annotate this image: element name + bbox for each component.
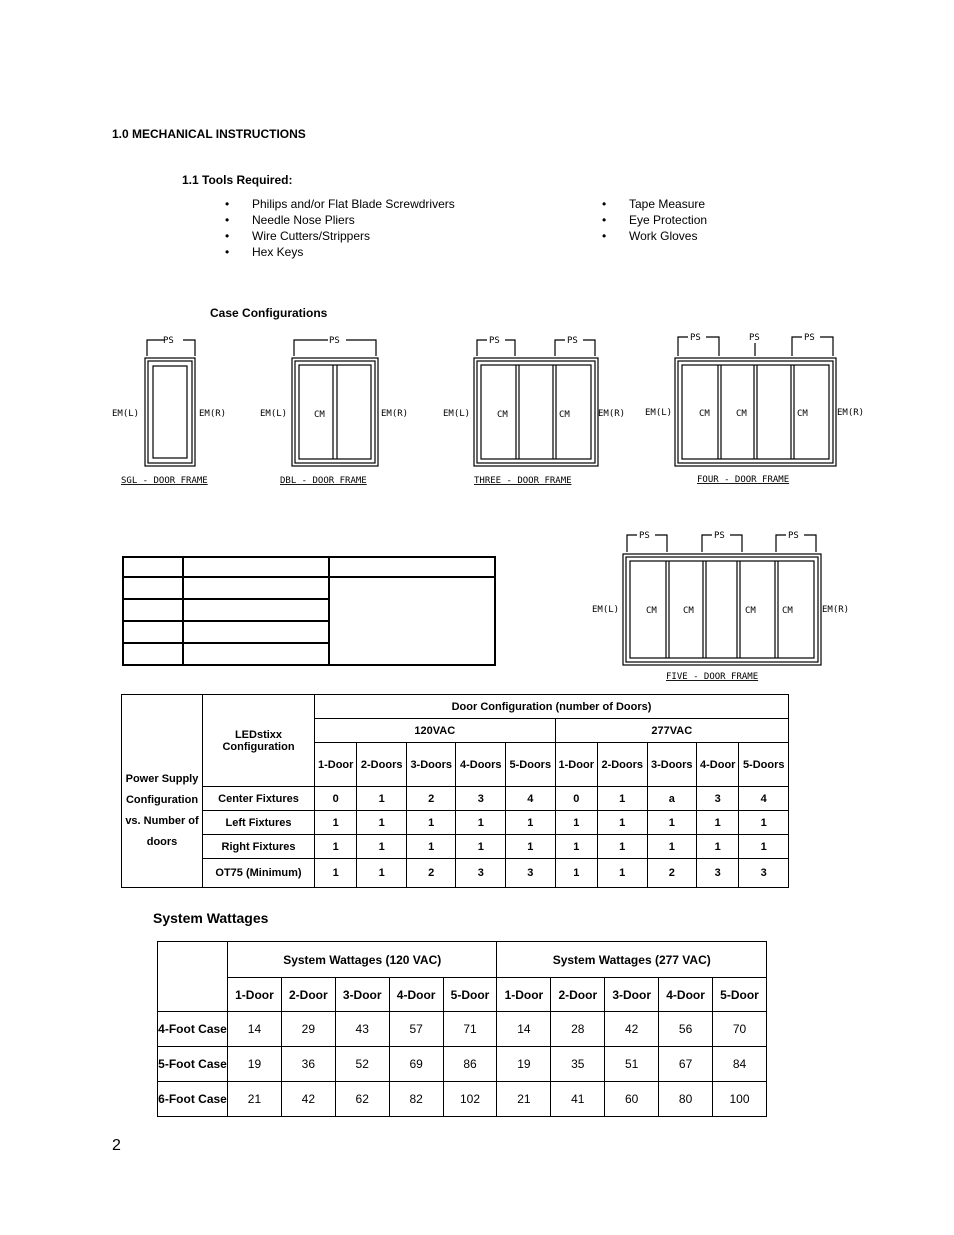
table-row bbox=[158, 1012, 767, 1047]
ps-label: PS bbox=[489, 336, 500, 346]
door-header: 4-Door bbox=[697, 743, 739, 787]
cell: 1 bbox=[357, 859, 407, 888]
cell: 62 bbox=[335, 1082, 389, 1117]
cell: 57 bbox=[389, 1012, 443, 1047]
cell: 28 bbox=[551, 1012, 605, 1047]
cm-label: CM bbox=[736, 409, 747, 419]
em-right-label: EM(R) bbox=[381, 409, 409, 419]
cell: 1 bbox=[697, 835, 739, 859]
tool-item: • Hex Keys bbox=[252, 244, 455, 260]
ps-label: PS bbox=[639, 531, 650, 541]
cell: 1 bbox=[406, 811, 456, 835]
door-frame-diagrams bbox=[100, 325, 890, 495]
config-header: LEDstixx Configuration bbox=[203, 695, 315, 787]
cell: 1 bbox=[506, 811, 556, 835]
table-row bbox=[158, 1082, 767, 1117]
table-row bbox=[122, 811, 789, 835]
tools-required-heading: 1.1 Tools Required: bbox=[182, 173, 293, 187]
cell: 1 bbox=[357, 835, 407, 859]
cell: 0 bbox=[555, 787, 597, 811]
cm-label: CM bbox=[683, 606, 694, 616]
tools-list-right bbox=[629, 196, 707, 244]
cm-label: CM bbox=[782, 606, 793, 616]
voltage-header: 120VAC bbox=[315, 719, 556, 743]
cell: 19 bbox=[497, 1047, 551, 1082]
cm-label: CM bbox=[745, 606, 756, 616]
table-row bbox=[122, 835, 789, 859]
door-header: 4-Door bbox=[389, 978, 443, 1012]
power-supply-table bbox=[121, 694, 789, 888]
row-label: 5-Foot Case bbox=[158, 1047, 228, 1082]
door-header: 1-Door bbox=[315, 743, 357, 787]
ps-label: PS bbox=[690, 333, 701, 343]
door-header: 5-Door bbox=[443, 978, 497, 1012]
system-wattages-table bbox=[157, 941, 767, 1117]
cell: 1 bbox=[597, 835, 647, 859]
tools-list-left bbox=[252, 196, 455, 260]
tool-item: • Wire Cutters/Strippers bbox=[252, 228, 455, 244]
table-row bbox=[122, 859, 789, 888]
em-right-label: EM(R) bbox=[822, 605, 850, 615]
tool-item: • Tape Measure bbox=[629, 196, 707, 212]
cell: 1 bbox=[315, 859, 357, 888]
tool-item: • Philips and/or Flat Blade Screwdrivers bbox=[252, 196, 455, 212]
tool-item: • Work Gloves bbox=[629, 228, 707, 244]
em-left-label: EM(L) bbox=[260, 409, 288, 419]
cell: 1 bbox=[506, 835, 556, 859]
cell: 1 bbox=[456, 811, 506, 835]
cell: 69 bbox=[389, 1047, 443, 1082]
door-config-header: Door Configuration (number of Doors) bbox=[315, 695, 789, 719]
ps-label: PS bbox=[714, 531, 725, 541]
cell: a bbox=[647, 787, 697, 811]
cell: 1 bbox=[357, 787, 407, 811]
row-label: 6-Foot Case bbox=[158, 1082, 228, 1117]
door-header: 4-Door bbox=[659, 978, 713, 1012]
cell: 52 bbox=[335, 1047, 389, 1082]
cell: 82 bbox=[389, 1082, 443, 1117]
cm-label: CM bbox=[497, 410, 508, 420]
em-left-label: EM(L) bbox=[112, 409, 140, 419]
door-header: 5-Doors bbox=[506, 743, 556, 787]
cell: 1 bbox=[315, 811, 357, 835]
cell: 70 bbox=[713, 1012, 767, 1047]
cell: 42 bbox=[281, 1082, 335, 1117]
cell: 19 bbox=[228, 1047, 282, 1082]
four-caption: FOUR - DOOR FRAME bbox=[697, 475, 790, 485]
cell: 1 bbox=[597, 787, 647, 811]
cell: 43 bbox=[335, 1012, 389, 1047]
cell: 2 bbox=[647, 859, 697, 888]
system-wattages-heading: System Wattages bbox=[153, 910, 269, 926]
row-label: Left Fixtures bbox=[203, 811, 315, 835]
ps-label: PS bbox=[804, 333, 815, 343]
door-header: 2-Door bbox=[551, 978, 605, 1012]
cell: 51 bbox=[605, 1047, 659, 1082]
table-row bbox=[158, 1047, 767, 1082]
ps-label: PS bbox=[749, 333, 760, 343]
door-header: 3-Door bbox=[335, 978, 389, 1012]
cell: 80 bbox=[659, 1082, 713, 1117]
cell: 36 bbox=[281, 1047, 335, 1082]
cell: 14 bbox=[228, 1012, 282, 1047]
table-row bbox=[122, 787, 789, 811]
cell: 3 bbox=[456, 787, 506, 811]
cell: 71 bbox=[443, 1012, 497, 1047]
em-right-label: EM(R) bbox=[837, 408, 865, 418]
cell: 102 bbox=[443, 1082, 497, 1117]
wattage-group-header: System Wattages (277 VAC) bbox=[497, 942, 767, 978]
cell: 41 bbox=[551, 1082, 605, 1117]
wattage-group-header: System Wattages (120 VAC) bbox=[228, 942, 497, 978]
row-label: 4-Foot Case bbox=[158, 1012, 228, 1047]
cell: 3 bbox=[697, 787, 739, 811]
cell: 3 bbox=[456, 859, 506, 888]
ps-label: PS bbox=[163, 336, 174, 346]
cm-label: CM bbox=[559, 410, 570, 420]
row-label: Center Fixtures bbox=[203, 787, 315, 811]
em-left-label: EM(L) bbox=[592, 605, 620, 615]
door-header: 5-Door bbox=[713, 978, 767, 1012]
door-header: 3-Doors bbox=[406, 743, 456, 787]
cell: 1 bbox=[357, 811, 407, 835]
cm-label: CM bbox=[646, 606, 657, 616]
door-header: 1-Door bbox=[228, 978, 282, 1012]
cell: 67 bbox=[659, 1047, 713, 1082]
ps-label: PS bbox=[567, 336, 578, 346]
cm-label: CM bbox=[699, 409, 710, 419]
tool-item: • Eye Protection bbox=[629, 212, 707, 228]
cell: 21 bbox=[497, 1082, 551, 1117]
cell: 100 bbox=[713, 1082, 767, 1117]
cell: 29 bbox=[281, 1012, 335, 1047]
dbl-caption: DBL - DOOR FRAME bbox=[280, 476, 367, 486]
cell: 1 bbox=[456, 835, 506, 859]
cell: 1 bbox=[647, 835, 697, 859]
five-door-frame-diagram bbox=[585, 525, 875, 685]
three-caption: THREE - DOOR FRAME bbox=[474, 476, 572, 486]
cell: 35 bbox=[551, 1047, 605, 1082]
case-configurations-heading: Case Configurations bbox=[210, 306, 328, 320]
door-header: 4-Doors bbox=[456, 743, 506, 787]
cell: 14 bbox=[497, 1012, 551, 1047]
section-heading: 1.0 MECHANICAL INSTRUCTIONS bbox=[112, 127, 306, 141]
cm-label: CM bbox=[797, 409, 808, 419]
page-number: 2 bbox=[112, 1137, 121, 1154]
door-header: 3-Doors bbox=[647, 743, 697, 787]
cell: 1 bbox=[555, 811, 597, 835]
cell: 56 bbox=[659, 1012, 713, 1047]
cell: 1 bbox=[406, 835, 456, 859]
ps-label: PS bbox=[329, 336, 340, 346]
door-header: 2-Doors bbox=[357, 743, 407, 787]
ps-label: PS bbox=[788, 531, 799, 541]
cell: 1 bbox=[647, 811, 697, 835]
cell: 0 bbox=[315, 787, 357, 811]
door-header: 2-Doors bbox=[597, 743, 647, 787]
cell: 86 bbox=[443, 1047, 497, 1082]
cell: 1 bbox=[315, 835, 357, 859]
cell: 4 bbox=[739, 787, 789, 811]
cell: 3 bbox=[739, 859, 789, 888]
em-right-label: EM(R) bbox=[199, 409, 227, 419]
voltage-header: 277VAC bbox=[555, 719, 788, 743]
row-label: Right Fixtures bbox=[203, 835, 315, 859]
cell: 3 bbox=[697, 859, 739, 888]
cell: 1 bbox=[739, 811, 789, 835]
cell: 1 bbox=[739, 835, 789, 859]
cell: 1 bbox=[697, 811, 739, 835]
ps-row-header: Power Supply Configuration vs. Number of doors bbox=[122, 695, 203, 888]
door-header: 3-Door bbox=[605, 978, 659, 1012]
cell: 42 bbox=[605, 1012, 659, 1047]
cell: 21 bbox=[228, 1082, 282, 1117]
sgl-caption: SGL - DOOR FRAME bbox=[121, 476, 208, 486]
cell: 1 bbox=[555, 859, 597, 888]
row-label: OT75 (Minimum) bbox=[203, 859, 315, 888]
cell: 4 bbox=[506, 787, 556, 811]
cell: 1 bbox=[597, 811, 647, 835]
cell: 84 bbox=[713, 1047, 767, 1082]
cell: 1 bbox=[597, 859, 647, 888]
blank-table bbox=[122, 556, 496, 666]
tool-item: • Needle Nose Pliers bbox=[252, 212, 455, 228]
cell: 2 bbox=[406, 787, 456, 811]
em-left-label: EM(L) bbox=[645, 408, 673, 418]
em-right-label: EM(R) bbox=[598, 409, 626, 419]
door-header: 5-Doors bbox=[739, 743, 789, 787]
cell: 1 bbox=[555, 835, 597, 859]
cell: 2 bbox=[406, 859, 456, 888]
em-left-label: EM(L) bbox=[443, 409, 471, 419]
door-header: 1-Door bbox=[497, 978, 551, 1012]
cell: 3 bbox=[506, 859, 556, 888]
door-header: 1-Door bbox=[555, 743, 597, 787]
five-caption: FIVE - DOOR FRAME bbox=[666, 672, 759, 682]
cm-label: CM bbox=[314, 410, 325, 420]
door-header: 2-Door bbox=[281, 978, 335, 1012]
cell: 60 bbox=[605, 1082, 659, 1117]
